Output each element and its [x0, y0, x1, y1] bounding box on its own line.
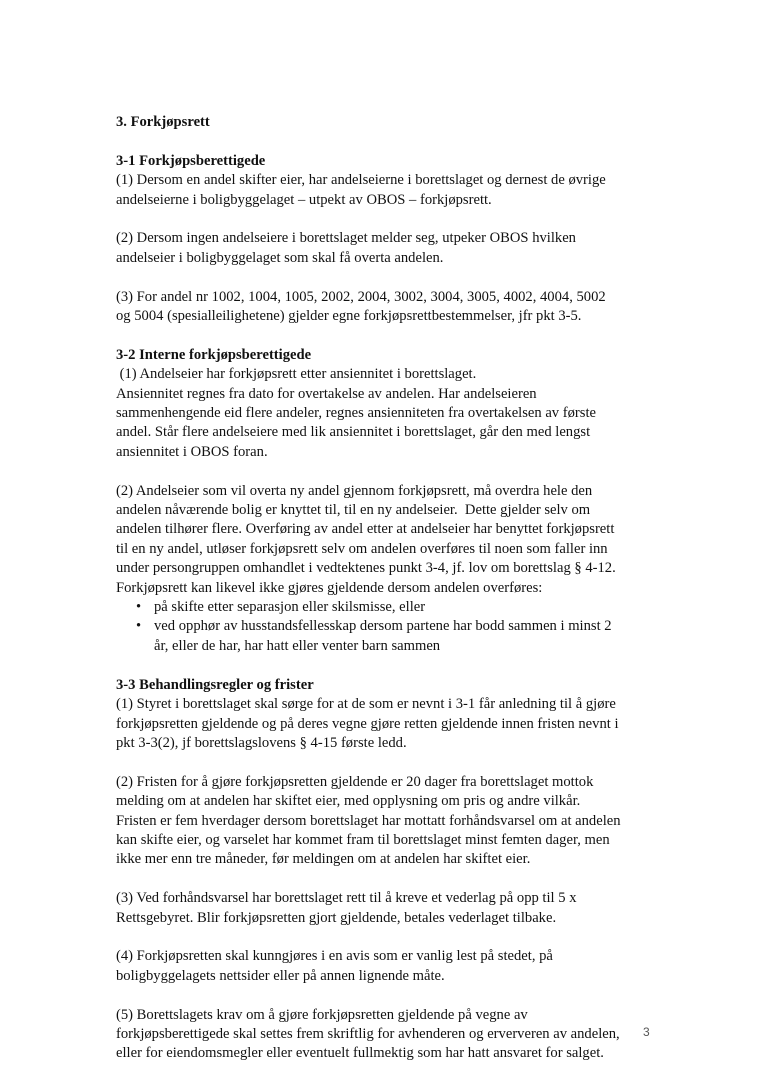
text-line: (2) Dersom ingen andelseiere i borettslaget melder seg, utpeker OBOS hvilken — [116, 230, 576, 247]
bullet-list — [116, 598, 656, 656]
paragraph-3-3-5 — [116, 1006, 656, 1064]
text-line: (3) For andel nr 1002, 1004, 1005, 2002, 2004, 3002, 3004, 3005, 4002, 4004, 5002 — [116, 288, 606, 305]
list-item — [136, 617, 656, 656]
text-line: under persongruppen omhandlet i vedtektenes punkt 3-4, jf. lov om borettslag § 4-12. — [116, 560, 616, 577]
text-line: og 5004 (spesialleilighetene) gjelder egne forkjøpsrettbestemmelser, jfr pkt 3-5. — [116, 308, 582, 325]
spacer — [116, 870, 656, 889]
text-line: eller for eiendomsmegler eller eventuelt fullmektig som har hatt ansvaret for salget. — [116, 1045, 604, 1062]
text-line: (2) Fristen for å gjøre forkjøpsretten gjeldende er 20 dager fra borettslaget mottok — [116, 773, 594, 790]
text-line: Fristen er fem hverdager dersom borettslaget har mottatt forhåndsvarsel om at andelen — [116, 812, 621, 829]
text-line: til en ny andel, utløser forkjøpsrett selv om andelen overføres til noen som faller inn — [116, 540, 608, 557]
text-line: Rettsgebyret. Blir forkjøpsretten gjort gjeldende, betales vederlaget tilbake. — [116, 909, 557, 926]
section-heading-3-3: 3-3 Behandlingsregler og frister — [116, 676, 314, 693]
paragraph-3-1-3 — [116, 288, 656, 327]
spacer — [116, 462, 656, 481]
text-line: Ansiennitet regnes fra dato for overtakelse av andelen. Har andelseieren — [116, 385, 537, 402]
text-line: andelseier i boligbyggelaget som skal få overta andelen. — [116, 249, 444, 266]
text-line: ikke mer enn tre måneder, før meldingen om at andelen har skiftet eier. — [116, 851, 531, 868]
text-line: andelseierne i boligbyggelaget – utpekt av OBOS – forkjøpsrett. — [116, 191, 492, 208]
text-line: andelen tilhører flere. Overføring av andel etter at andelseier har benyttet forkjøpsrett — [116, 521, 615, 538]
spacer — [116, 656, 656, 675]
text-line: ved opphør av husstandsfellesskap dersom partene har bodd sammen i minst 2 — [154, 618, 612, 635]
spacer — [116, 210, 656, 229]
paragraph-3-2-1 — [116, 365, 656, 462]
spacer — [116, 326, 656, 345]
text-line: (2) Andelseier som vil overta ny andel gjennom forkjøpsrett, må overdra hele den — [116, 482, 593, 499]
section-heading-3-2: 3-2 Interne forkjøpsberettigede — [116, 346, 312, 363]
text-line: (1) Andelseier har forkjøpsrett etter ansiennitet i borettslaget. — [116, 366, 477, 383]
bullet-icon: • — [136, 618, 142, 635]
spacer — [116, 928, 656, 947]
text-line: forkjøpsretten gjeldende og på deres vegne gjøre retten gjeldende innen fristen nevnt i — [116, 715, 619, 732]
paragraph-3-3-4 — [116, 947, 656, 986]
text-line: (1) Dersom en andel skifter eier, har andelseierne i borettslaget og dernest de øvrige — [116, 172, 606, 189]
text-line: forkjøpsberettigede skal settes frem skriftlig for avhenderen og erververen av andelen, — [116, 1025, 620, 1042]
spacer — [116, 268, 656, 287]
text-line: ansiennitet i OBOS foran. — [116, 443, 268, 460]
paragraph-3-2-2 — [116, 482, 656, 598]
document-page — [116, 113, 656, 1064]
text-line: Forkjøpsrett kan likevel ikke gjøres gjeldende dersom andelen overføres: — [116, 579, 543, 596]
text-line: (1) Styret i borettslaget skal sørge for at de som er nevnt i 3-1 får anledning til å gjøre — [116, 696, 616, 713]
section-heading-3-1: 3-1 Forkjøpsberettigede — [116, 152, 266, 169]
paragraph-3-3-2 — [116, 773, 656, 870]
spacer — [116, 986, 656, 1005]
text-line: år, eller de har, har hatt eller venter barn sammen — [154, 637, 441, 654]
text-line: andel. Står flere andelseiere med lik ansiennitet i borettslaget, går den med lengst — [116, 424, 591, 441]
text-line: (5) Borettslagets krav om å gjøre forkjøpsretten gjeldende på vegne av — [116, 1006, 528, 1023]
list-item — [136, 598, 656, 617]
page-number: 3 — [643, 1025, 650, 1039]
text-line: (3) Ved forhåndsvarsel har borettslaget rett til å kreve et vederlag på opp til 5 x — [116, 890, 577, 907]
page-title: 3. Forkjøpsrett — [116, 114, 210, 130]
text-line: (4) Forkjøpsretten skal kunngjøres i en avis som er vanlig lest på stedet, på — [116, 948, 553, 965]
paragraph-3-3-3 — [116, 889, 656, 928]
paragraph-3-1-1 — [116, 171, 656, 210]
text-line: boligbyggelagets nettsider eller på annen lignende måte. — [116, 967, 445, 984]
text-line: andelen nåværende bolig er knyttet til, til en ny andelseier. Dette gjelder selv om — [116, 502, 591, 519]
spacer — [116, 753, 656, 772]
paragraph-3-3-1 — [116, 695, 656, 753]
text-line: pkt 3-3(2), jf borettslagslovens § 4-15 første ledd. — [116, 734, 407, 751]
paragraph-3-1-2 — [116, 229, 656, 268]
text-line: på skifte etter separasjon eller skilsmisse, eller — [154, 599, 426, 616]
spacer — [116, 132, 656, 151]
text-line: sammenhengende eid flere andeler, regnes ansienniteten fra overtakelsen av første — [116, 405, 596, 422]
bullet-icon: • — [136, 599, 142, 616]
text-line: kan skifte eier, og varselet har kommet fram til borettslaget minst femten dager, men — [116, 831, 610, 848]
text-line: melding om at andelen har skiftet eier, med opplysning om pris og andre vilkår. — [116, 793, 581, 810]
